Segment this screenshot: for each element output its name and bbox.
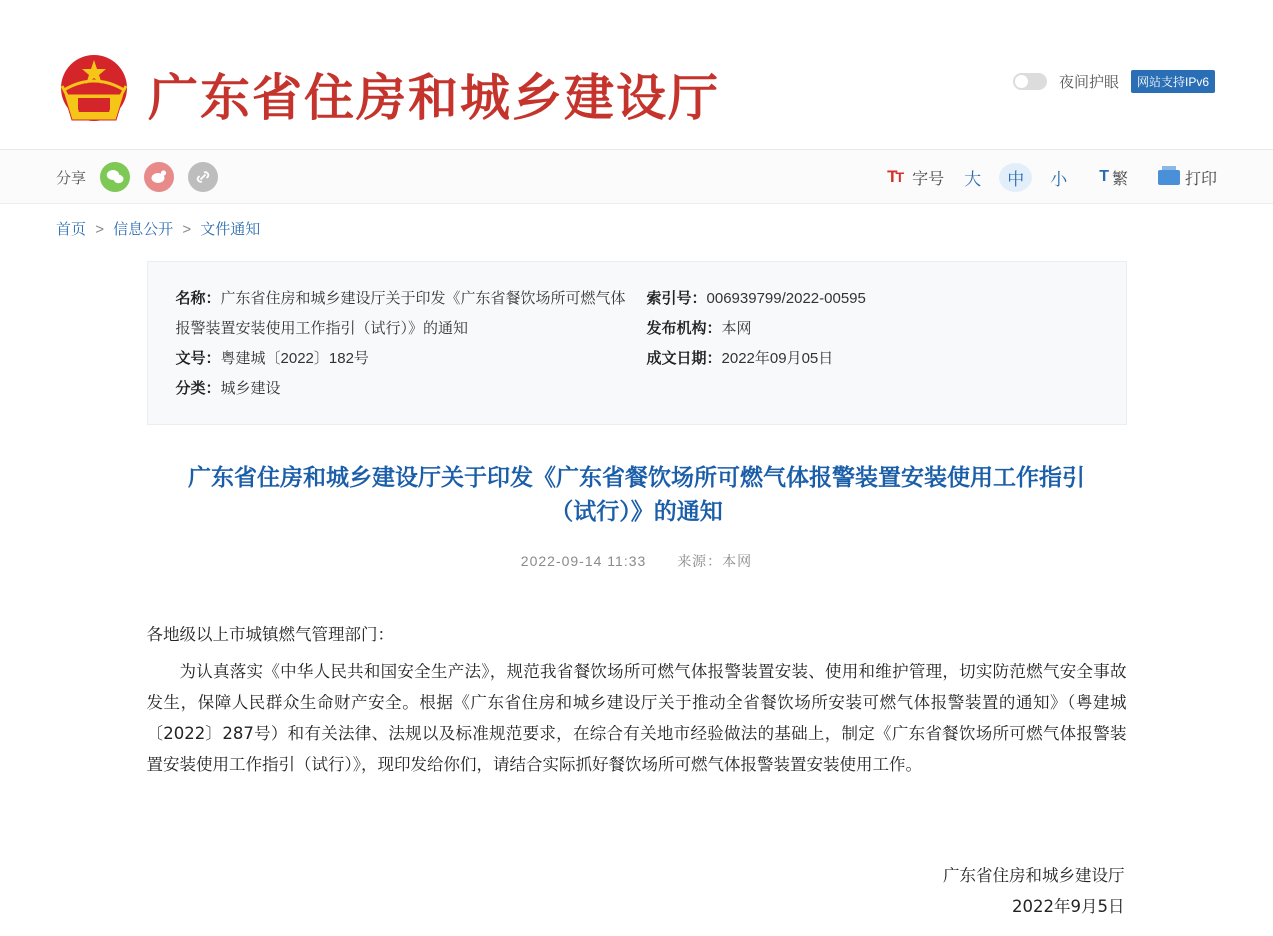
weibo-icon[interactable]	[144, 162, 174, 192]
meta-row-index	[647, 284, 1098, 314]
link-glyph	[194, 168, 212, 186]
traditional-icon: T	[1099, 168, 1109, 185]
wechat-glyph	[106, 169, 124, 185]
national-emblem-icon	[58, 46, 130, 132]
toggle-knob	[1015, 75, 1028, 88]
meta-label-index: 索引号：	[646, 290, 707, 307]
document-meta-box	[147, 261, 1127, 425]
meta-value-date: 2022年09月05日	[721, 350, 834, 367]
meta-value-publisher: 本网	[721, 320, 752, 337]
meta-label-name: 名称：	[175, 290, 221, 307]
font-size-large[interactable]: 大	[964, 169, 982, 189]
breadcrumb-item-disclosure[interactable]: 信息公开	[113, 221, 174, 238]
weibo-glyph	[150, 169, 168, 185]
font-size-small[interactable]: 小	[1050, 169, 1068, 189]
page-title: 广东省住房和城乡建设厅关于印发《广东省餐饮场所可燃气体报警装置安装使用工作指引（试行）》的通知	[188, 465, 1085, 525]
meta-column-right	[637, 284, 1098, 404]
meta-row-date	[647, 344, 1098, 374]
meta-row-category	[176, 374, 637, 404]
header-right-controls	[1013, 70, 1215, 93]
breadcrumb-item-notice[interactable]: 文件通知	[200, 221, 261, 238]
link-icon[interactable]	[188, 162, 218, 192]
meta-value-name: 广东省住房和城乡建设厅关于印发《广东省餐饮场所可燃气体报警装置安装使用工作指引（试行）》的通知	[175, 290, 626, 337]
meta-row-name	[176, 284, 637, 344]
share-label: 分享	[56, 169, 87, 187]
document-body	[147, 619, 1127, 780]
body-paragraph-1: 各地级以上市城镇燃气管理部门：	[146, 625, 394, 644]
ipv6-badge: 网站支持IPv6	[1131, 70, 1215, 93]
meta-label-category: 分类：	[175, 380, 221, 397]
document-signature	[147, 860, 1127, 922]
wechat-icon[interactable]	[100, 162, 130, 192]
meta-row-publisher	[647, 314, 1098, 344]
font-size-label: 字号	[912, 170, 945, 188]
print-button[interactable]	[1158, 166, 1217, 189]
body-paragraph-2: 为认真落实《中华人民共和国安全生产法》，规范我省餐饮场所可燃气体报警装置安装、使用和维护管理，切实防范燃气安全事故发生，保障人民群众生命财产安全。根据《广东省住房和城乡建设厅关于推动全省餐饮场所安装可燃气体报警装置的通知》（粤建城〔2022〕287号）和有关法律、法规以及标准规范要求，在综合有关地市经验做法的基础上，制定《广东省餐饮场所可燃气体报警装置安装使用工作指引（试行）》，现印发给你们，请结合实际抓好餐饮场所可燃气体报警装置安装使用工作。	[146, 662, 1127, 774]
site-title: 广东省住房和城乡建设厅	[148, 69, 720, 127]
meta-column-left	[176, 284, 637, 404]
printer-icon	[1158, 170, 1180, 185]
meta-label-publisher: 发布机构：	[646, 320, 722, 337]
meta-value-index: 006939799/2022-00595	[706, 290, 866, 307]
share-group	[56, 150, 218, 204]
document-source: 来源：本网	[677, 553, 753, 569]
breadcrumb	[0, 204, 1273, 249]
meta-label-date: 成文日期：	[646, 350, 722, 367]
breadcrumb-separator: >	[95, 221, 104, 238]
document-subheader	[147, 551, 1127, 571]
breadcrumb-item-home[interactable]: 首页	[56, 221, 87, 238]
signature-date: 2022年9月5日	[1012, 897, 1125, 916]
night-mode-label: 夜间护眼	[1058, 74, 1119, 91]
traditional-toggle[interactable]	[1099, 166, 1128, 189]
breadcrumb-separator-2: >	[182, 221, 192, 238]
signature-org: 广东省住房和城乡建设厅	[943, 866, 1125, 885]
document-content	[147, 249, 1127, 922]
font-size-icon: TT	[887, 167, 903, 186]
meta-value-docnum: 粤建城〔2022〕182号	[220, 350, 369, 367]
meta-label-docnum: 文号：	[175, 350, 221, 367]
font-size-group	[887, 150, 1217, 204]
print-label: 打印	[1184, 170, 1217, 188]
night-mode-toggle[interactable]	[1013, 73, 1047, 90]
utility-toolbar	[0, 150, 1273, 204]
publish-datetime: 2022-09-14 11:33	[520, 553, 647, 569]
meta-row-docnum	[176, 344, 637, 374]
font-size-medium[interactable]: 中	[999, 163, 1032, 192]
site-header	[0, 0, 1273, 150]
meta-value-category: 城乡建设	[220, 380, 281, 397]
traditional-label: 繁	[1111, 170, 1128, 188]
